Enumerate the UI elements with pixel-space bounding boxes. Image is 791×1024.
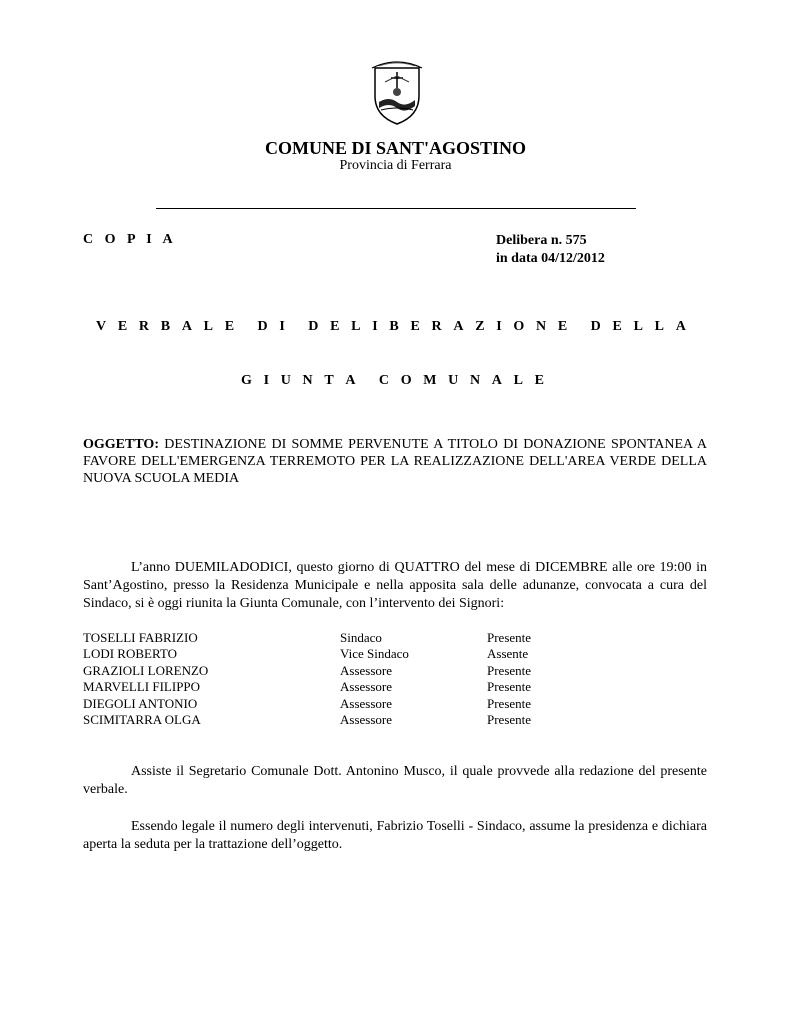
heading-letter: U: [448, 373, 459, 388]
delibera-number: Delibera n. 575: [496, 233, 587, 248]
heading-letter: G: [241, 373, 252, 388]
presidenza-paragraph: [83, 818, 707, 854]
heading-letter: L: [203, 319, 213, 334]
heading-letter: A: [453, 319, 464, 334]
divider: [156, 208, 636, 209]
heading-letter: O: [400, 373, 412, 388]
heading-letter: B: [389, 319, 399, 334]
heading-letter: U: [280, 373, 291, 388]
page-title: COMUNE DI SANT'AGOSTINO: [264, 138, 527, 158]
member-role: Assessore: [340, 695, 392, 711]
heading-letter: L: [351, 319, 361, 334]
heading-letter: N: [302, 373, 313, 388]
member-row: [83, 679, 587, 695]
segretario-paragraph: [83, 763, 707, 799]
heading-letter: A: [345, 373, 356, 388]
heading-letter: A: [491, 373, 502, 388]
member-role: Assessore: [340, 712, 392, 728]
member-status: Presente: [487, 695, 532, 711]
heading-letter: E: [612, 319, 622, 334]
member-status: Presente: [487, 662, 532, 678]
member-name: SCIMITARRA OLGA: [83, 712, 201, 728]
heading-letter: N: [469, 373, 481, 388]
heading-letter: A: [675, 319, 686, 334]
member-name: GRAZIOLI LORENZO: [83, 662, 209, 678]
oggetto-block: [83, 436, 707, 487]
member-role: Assessore: [340, 679, 392, 695]
heading-verbale: [96, 319, 686, 335]
heading-letter: L: [513, 373, 523, 388]
member-status: Presente: [487, 679, 532, 695]
intro-paragraph: [83, 559, 707, 613]
presidenza-text: Essendo legale il numero degli intervenuti, Fabrizio Toselli - Sindaco, assume la presidenza e dichiara aperta la seduta per la trattazione dell’oggetto.: [83, 819, 707, 852]
heading-letter: E: [330, 319, 340, 334]
heading-letter: D: [308, 319, 319, 334]
heading-giunta: [241, 373, 544, 389]
member-row: [83, 712, 587, 728]
heading-letter: I: [372, 319, 378, 334]
member-name: DIEGOLI ANTONIO: [83, 695, 198, 711]
heading-letter: E: [557, 319, 568, 334]
intro-text: L’anno DUEMILADODICI, questo giorno di QUATTRO del mese di DICEMBRE alle ore 19:00 in Sant’Agostino, presso la Residenza Municipale e nella apposita sala delle adunanze, convocata a cura del Sindaco, si è oggi riunita la Giunta Comunale, con l’intervento dei Signori:: [83, 560, 707, 611]
heading-letter: I: [279, 319, 285, 334]
member-status: Presente: [487, 712, 532, 728]
heading-letter: R: [431, 319, 442, 334]
heading-letter: M: [423, 373, 437, 388]
heading-letter: E: [534, 373, 544, 388]
member-role: Assessore: [340, 662, 392, 678]
member-row: [83, 630, 587, 646]
member-name: TOSELLI FABRIZIO: [83, 630, 198, 645]
member-row: [83, 646, 587, 662]
member-role: Vice Sindaco: [340, 646, 409, 662]
heading-letter: I: [496, 319, 502, 334]
heading-letter: I: [263, 373, 270, 388]
heading-letter: Z: [475, 319, 485, 334]
heading-letter: C: [378, 373, 389, 388]
oggetto-label: OGGETTO:: [83, 437, 159, 452]
heading-letter: E: [410, 319, 420, 334]
delibera-date: in data 04/12/2012: [496, 251, 605, 266]
member-status: Assente: [487, 646, 529, 662]
delibera-info: [496, 232, 605, 268]
heading-letter: T: [324, 373, 334, 388]
heading-letter: D: [257, 319, 268, 334]
member-role: Sindaco: [340, 630, 382, 645]
heading-letter: E: [117, 319, 128, 334]
oggetto-text: DESTINAZIONE DI SOMME PERVENUTE A TITOLO DI DONAZIONE SPONTANEA A FAVORE DELL'EMERGENZA TERREMOTO PER LA REALIZZAZIONE DELL'AREA VERDE DELLA NUOVA SCUOLA MEDIA: [83, 437, 707, 486]
member-row: [83, 696, 587, 712]
heading-letter: B: [160, 319, 171, 334]
heading-letter: D: [590, 319, 601, 334]
heading-letter: V: [96, 319, 107, 334]
heading-letter: R: [138, 319, 150, 334]
copia-label: C O P I A: [83, 232, 177, 247]
page-subtitle: Provincia di Ferrara: [339, 158, 452, 173]
segretario-text: Assiste il Segretario Comunale Dott. Antonino Musco, il quale provvede alla redazione del presente verbale.: [83, 764, 707, 797]
heading-letter: E: [224, 319, 235, 334]
member-name: LODI ROBERTO: [83, 646, 177, 662]
members-table: [83, 630, 587, 728]
heading-letter: N: [536, 319, 547, 334]
member-row: [83, 663, 587, 679]
heading-letter: L: [633, 319, 643, 334]
heading-letter: A: [181, 319, 192, 334]
member-status: Presente: [487, 630, 532, 645]
heading-letter: L: [654, 319, 664, 334]
member-name: MARVELLI FILIPPO: [83, 679, 201, 695]
municipal-crest-icon: [367, 58, 427, 126]
heading-letter: O: [513, 319, 525, 334]
